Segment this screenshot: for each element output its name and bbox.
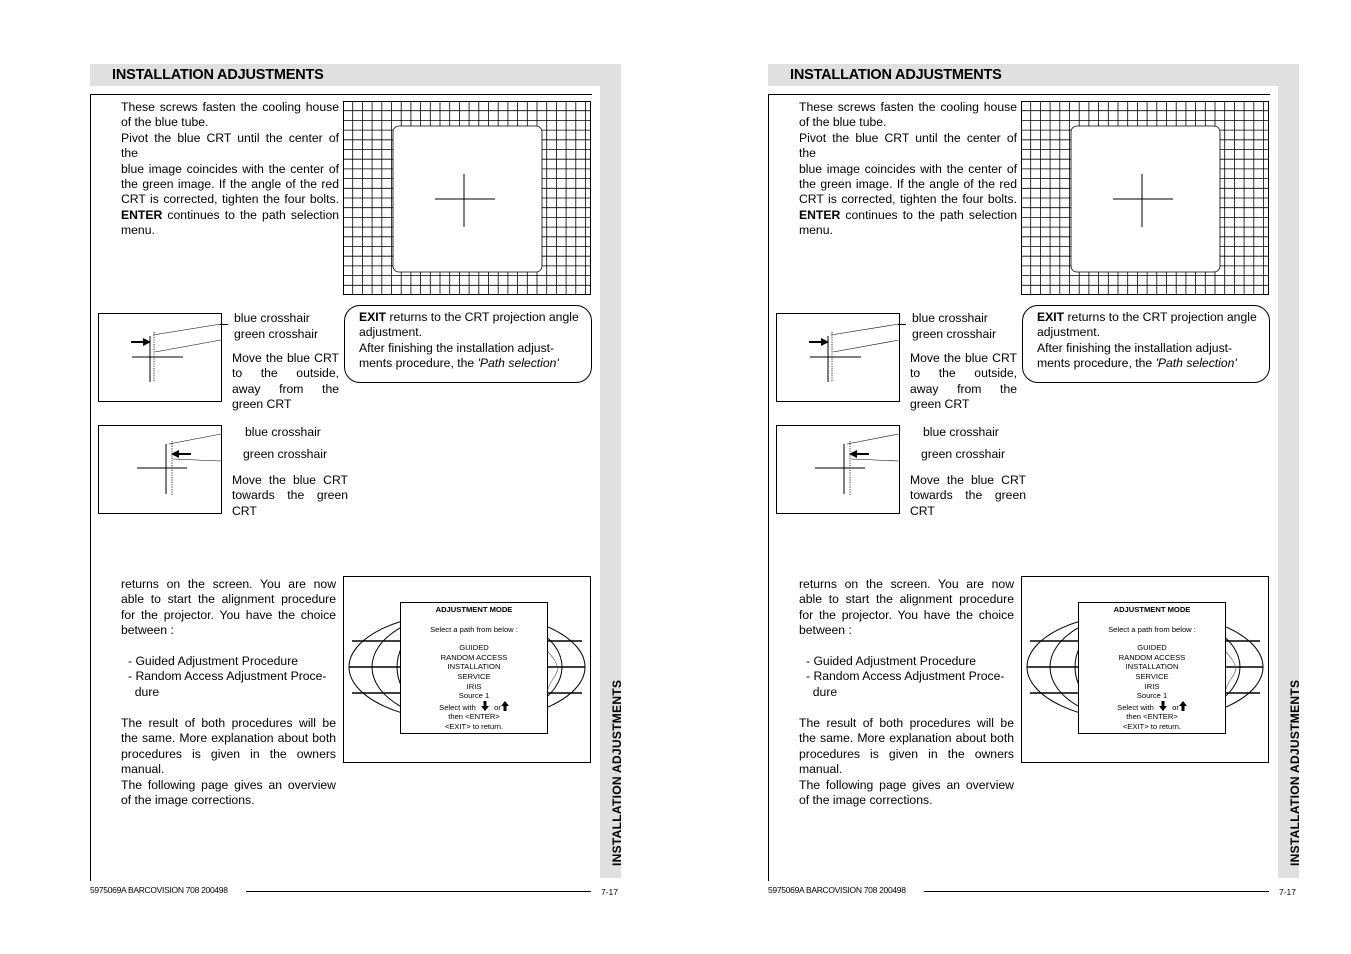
enter-key: ENTER (121, 207, 163, 222)
list-item: - Random Access Adjustment Proce- (128, 669, 327, 684)
list-item: - Random Access Adjustment Proce- (806, 669, 1005, 684)
menu-item-guided[interactable]: GUIDED (459, 643, 489, 653)
arrow-up-icon (1179, 701, 1187, 711)
footer-page-number: 7-17 (601, 887, 619, 897)
exit-key: EXIT (359, 310, 387, 324)
manual-page-left (60, 0, 624, 954)
list-item: - Guided Adjustment Procedure (806, 654, 977, 668)
arrow-left-icon (849, 450, 869, 458)
menu-item-installation[interactable]: INSTALLATION (1125, 662, 1179, 672)
green-crosshair-label: green crosshair (234, 327, 318, 341)
frame-left-rule (90, 94, 91, 881)
enter-key: ENTER (799, 207, 841, 222)
green-crosshair-label-2: green crosshair (921, 447, 1005, 461)
arrow-right-icon (809, 338, 829, 346)
menu-item-installation[interactable]: INSTALLATION (447, 662, 501, 672)
move-inward-text: Move the blue CRT towards the green CRT (910, 473, 1026, 518)
arrow-down-icon (481, 701, 489, 711)
move-outward-text: Move the blue CRT to the outside, away from the green CRT (910, 351, 1017, 412)
green-crosshair-label-2: green crosshair (243, 447, 327, 461)
exit-note-box: EXIT returns to the CRT projection angle adjustment. After finishing the installation adjust- ments procedure, the 'Path selection' (344, 305, 592, 383)
page-title: INSTALLATION ADJUSTMENTS (112, 67, 324, 83)
result-paragraph: The result of both procedures will be the same. More explanation about both procedures is given in the owners manual. The following page gives an overview of the image corrections. (121, 716, 336, 808)
menu-item-random-access[interactable]: RANDOM ACCESS (440, 652, 508, 662)
menu-exit-hint: <EXIT> to return. (1122, 721, 1182, 731)
footer-page-number: 7-17 (1279, 887, 1297, 897)
menu-item-random-access[interactable]: RANDOM ACCESS (1118, 652, 1186, 662)
frame-top-rule (768, 94, 1270, 95)
menu-item-guided[interactable]: GUIDED (1137, 643, 1167, 653)
menu-exit-hint: <EXIT> to return. (444, 721, 504, 731)
page-title: INSTALLATION ADJUSTMENTS (790, 67, 1002, 83)
blue-crosshair-label: blue crosshair (234, 311, 310, 325)
menu-item-iris[interactable]: IRIS (466, 681, 482, 691)
menu-item-iris[interactable]: IRIS (1144, 681, 1160, 691)
menu-title: ADJUSTMENT MODE (1113, 605, 1191, 614)
result-paragraph: The result of both procedures will be the same. More explanation about both procedures is given in the owners manual. The following page gives an overview of the image corrections. (799, 716, 1014, 808)
side-tab-label: INSTALLATION ADJUSTMENTS (1288, 679, 1302, 866)
green-crosshair-label: green crosshair (912, 327, 996, 341)
menu-prompt: Select a path from below : (1108, 624, 1196, 634)
list-item: - Guided Adjustment Procedure (128, 654, 299, 668)
arrow-left-icon (171, 450, 191, 458)
menu-title: ADJUSTMENT MODE (435, 605, 513, 614)
exit-key: EXIT (1037, 310, 1065, 324)
menu-select-hint: Select with or (401, 701, 547, 713)
arrow-up-icon (501, 701, 509, 711)
crosshair-diagram-outward (98, 313, 222, 402)
adjustment-mode-menu (400, 602, 548, 734)
menu-item-service[interactable]: SERVICE (1135, 671, 1169, 681)
footer-rule (246, 891, 591, 892)
grid-test-pattern (1021, 101, 1269, 295)
side-tab-label: INSTALLATION ADJUSTMENTS (610, 679, 624, 866)
footer-doc-code: 5975069A BARCOVISION 708 200498 (768, 885, 906, 895)
adjustment-mode-screen (1021, 576, 1269, 763)
exit-note-box: EXIT returns to the CRT projection angle adjustment. After finishing the installation adjust- ments procedure, the 'Path selection' (1022, 305, 1270, 383)
menu-source: Source 1 (1136, 691, 1168, 701)
move-inward-text: Move the blue CRT towards the green CRT (232, 473, 348, 518)
frame-left-rule (768, 94, 769, 881)
procedure-options-list (128, 654, 340, 700)
arrow-down-icon (1159, 701, 1167, 711)
arrow-right-icon (131, 338, 151, 346)
manual-page-right (738, 0, 1302, 954)
footer-rule (924, 891, 1269, 892)
intro-paragraph: These screws fasten the cooling house of the blue tube. Pivot the blue CRT until the center of the blue image coincides with the center of the green image. If the angle of the red CRT is corrected, tighten the four bolts. ENTER continues to the path selection menu. (121, 100, 339, 238)
adjustment-mode-screen (343, 576, 591, 763)
list-item: dure (128, 684, 160, 699)
blue-crosshair-label-2: blue crosshair (923, 425, 999, 439)
menu-enter-hint: then <ENTER> (1126, 712, 1178, 722)
menu-source: Source 1 (458, 691, 490, 701)
crosshair-diagram-inward (776, 425, 900, 514)
menu-select-hint: Select with or (1079, 701, 1225, 713)
list-item: dure (806, 684, 838, 699)
blue-crosshair-label: blue crosshair (912, 311, 988, 325)
frame-top-rule (90, 94, 592, 95)
menu-item-service[interactable]: SERVICE (457, 671, 491, 681)
procedure-options-list (806, 654, 1018, 700)
adjustment-mode-menu (1078, 602, 1226, 734)
crosshair-diagram-outward (776, 313, 900, 402)
menu-enter-hint: then <ENTER> (448, 712, 500, 722)
menu-prompt: Select a path from below : (430, 624, 518, 634)
crosshair-diagram-inward (98, 425, 222, 514)
move-outward-text: Move the blue CRT to the outside, away from the green CRT (232, 351, 339, 412)
path-selection-paragraph: returns on the screen. You are now able to start the alignment procedure for the projector. You have the choice between : (121, 577, 336, 638)
blue-crosshair-label-2: blue crosshair (245, 425, 321, 439)
path-selection-paragraph: returns on the screen. You are now able to start the alignment procedure for the projector. You have the choice between : (799, 577, 1014, 638)
footer-doc-code: 5975069A BARCOVISION 708 200498 (90, 885, 228, 895)
intro-paragraph: These screws fasten the cooling house of the blue tube. Pivot the blue CRT until the center of the blue image coincides with the center of the green image. If the angle of the red CRT is corrected, tighten the four bolts. ENTER continues to the path selection menu. (799, 100, 1017, 238)
grid-test-pattern (343, 101, 591, 295)
